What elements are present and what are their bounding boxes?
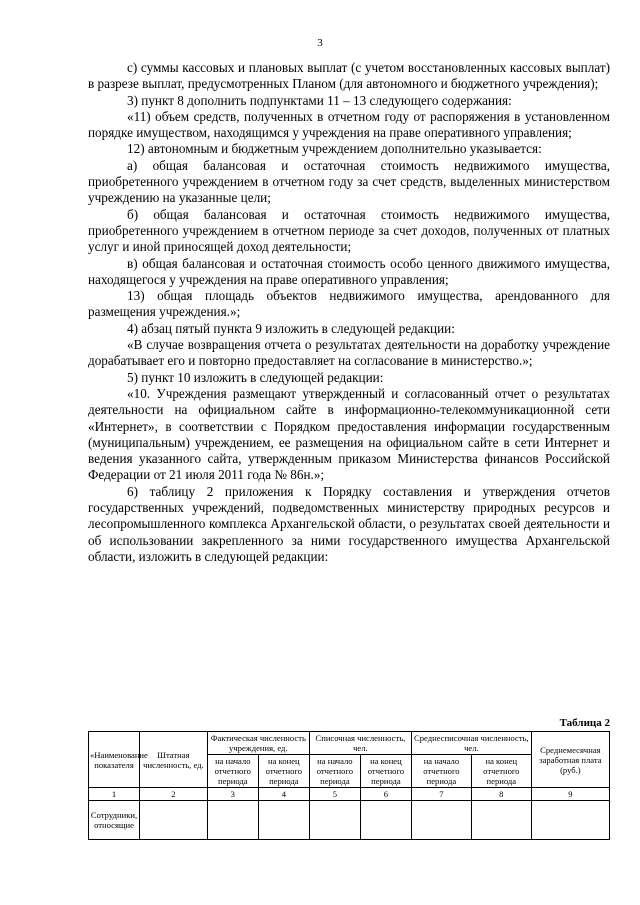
paragraph-subitem-v: в) общая балансовая и остаточная стоимость особо ценного движимого имущества, находящегося у учреждения на праве оперативного управления; [88,255,610,287]
column-numbers-row [89,788,610,801]
paragraph-item-5: 5) пункт 10 изложить в следующей редакции: [127,369,384,385]
column-number: 9 [531,788,609,801]
paragraph-subitem-a: а) общая балансовая и остаточная стоимость недвижимого имущества, приобретенного учреждением в отчетном году за счет средств, выделенных министерством учреждению на указанные цели; [88,157,610,206]
header-actual: Фактическая численность учреждения, ед. [207,732,309,755]
table-cell [360,801,411,840]
table-cell [309,801,360,840]
paragraph-subitem-b: б) общая балансовая и остаточная стоимость недвижимого имущества, приобретенного учреждением в отчетном периоде за счет доходов, полученных от платных услуг и иной приносящей доход деятельности; [88,206,610,255]
paragraph-subitem-11: «11) объем средств, полученных в отчетном году от распоряжения в установленном порядке имуществом, находящимся у учреждения на праве оперативного управления; [88,108,610,141]
table-header-row-1 [89,732,610,755]
paragraph-item-6: 6) таблицу 2 приложения к Порядку составления и утверждения отчетов государственных учреждений, подведомственных министерству природных ресурсов и лесопромышленного комплекса Архангельской области, о результатах своей деятельности и об использовании закрепленного за ними государственного имущества Архангельской области, изложить в следующей редакции: [88,483,610,564]
header-staff: Штатная численность, ед. [140,732,208,788]
table-cell [531,801,609,840]
page-number: 3 [317,37,323,49]
column-number: 7 [411,788,471,801]
column-number: 3 [207,788,258,801]
table-cell [207,801,258,840]
document-body [88,60,610,565]
table-caption: Таблица 2 [559,717,610,729]
column-number: 2 [140,788,208,801]
row-name-cell: Сотрудники, относящие [89,801,140,840]
paragraph-quote-return: «В случае возвращения отчета о результатах деятельности на доработку учреждение дорабатывает его и повторно предоставляет на согласование в министерство.»; [88,337,610,369]
column-number: 5 [309,788,360,801]
table-cell [140,801,208,840]
header-avg-end: на конец отчетного периода [471,755,531,788]
paragraph-quote-10: «10. Учреждения размещают утвержденный и согласованный отчет о результатах деятельности на официальном сайте в информационно-телекоммуникационной сети «Интернет», в соответствии с Порядком предоставления информации государственным (муниципальным) учреждением, ее размещения на официальном сайте в сети Интернет и ведения указанного сайта, утвержденным приказом Министерства финансов Российской Федерации от 21 июля 2011 года № 86н.»; [88,385,610,483]
column-number: 6 [360,788,411,801]
header-avg-salary: Среднемесячная заработная плата (руб.) [531,732,609,788]
column-number: 1 [89,788,140,801]
paragraph-item-4: 4) абзац пятый пункта 9 изложить в следующей редакции: [127,320,455,336]
header-avg-list: Среднесписочная численность, чел. [411,732,531,755]
header-list: Списочная численность, чел. [309,732,411,755]
column-number: 8 [471,788,531,801]
header-actual-start: на начало отчетного периода [207,755,258,788]
table-2 [88,731,610,840]
table-cell [471,801,531,840]
table-cell [258,801,309,840]
table-cell [411,801,471,840]
paragraph-item-3: 3) пункт 8 дополнить подпунктами 11 – 13 следующего содержания: [127,92,512,108]
table-row [89,801,610,840]
header-list-end: на конец отчетного периода [360,755,411,788]
paragraph-subitem-12: 12) автономным и бюджетным учреждением дополнительно указывается: [127,141,542,157]
header-name: «Наименование показателя [89,732,140,788]
paragraph-subitem-13: 13) общая площадь объектов недвижимого имущества, арендованного для размещения учреждения.»; [88,288,610,320]
header-avg-start: на начало отчетного периода [411,755,471,788]
header-actual-end: на конец отчетного периода [258,755,309,788]
header-list-start: на начало отчетного периода [309,755,360,788]
column-number: 4 [258,788,309,801]
paragraph-c: с) суммы кассовых и плановых выплат (с учетом восстановленных кассовых выплат) в разрезе выплат, предусмотренных Планом (для автономного и бюджетного учреждения); [88,60,610,92]
